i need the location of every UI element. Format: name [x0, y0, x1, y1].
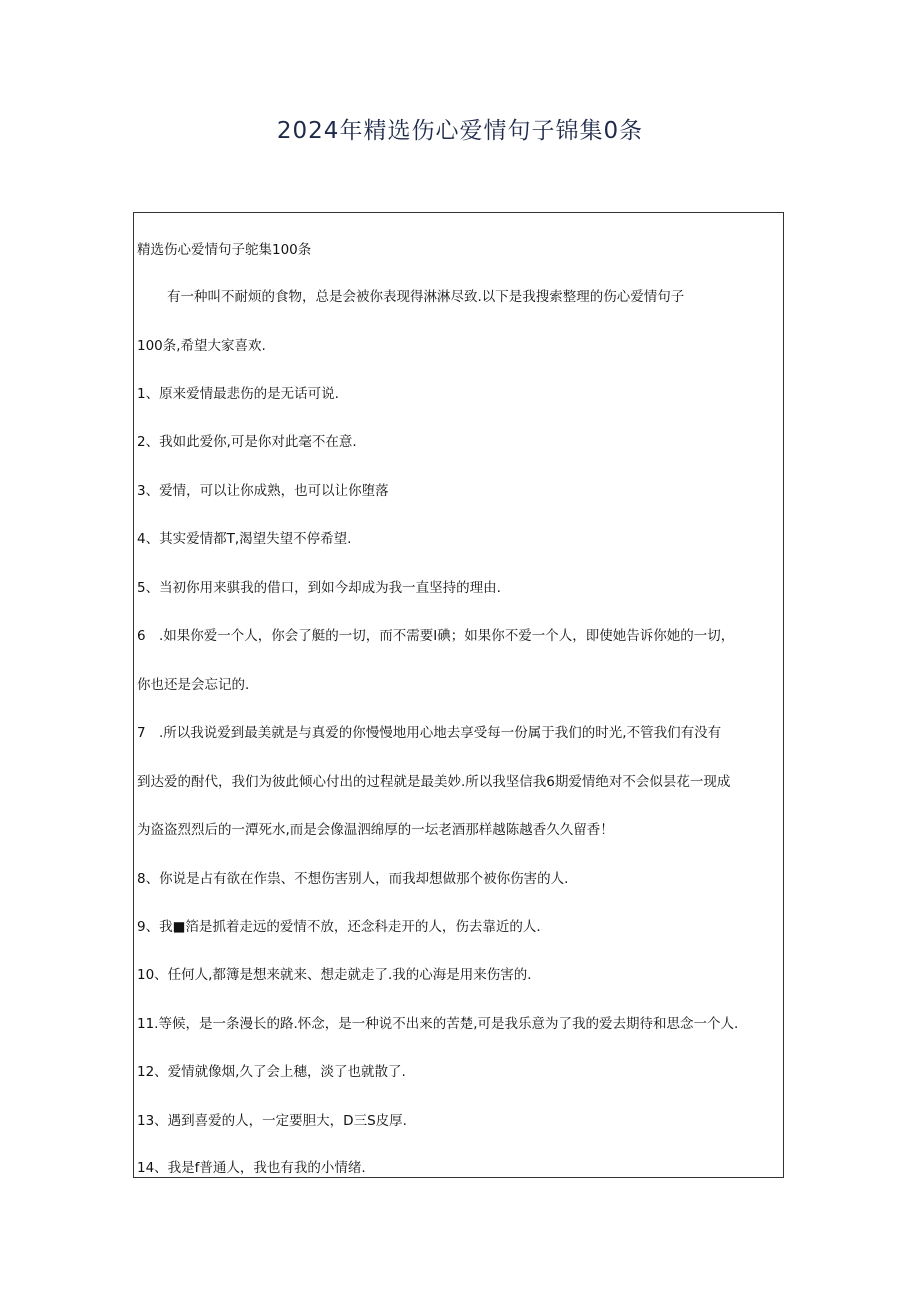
list-item: 14、我是f普通人，我也有我的小情绪. — [137, 1160, 366, 1176]
list-item-text: .如果你爱一个人，你会了艇的一切，而不需要I碘；如果你不爱一个人，即使她告诉你她的一切， — [159, 628, 735, 644]
list-item: 9、我■箔是抓着走远的爱情不放，还念科走开的人，伤去靠近的人. — [137, 919, 541, 935]
list-item: 1、原来爱情最悲伤的是无话可说. — [137, 386, 339, 402]
list-item: 11.等候，是一条漫长的路.怀念，是一种说不出来的苦楚,可是我乐意为了我的爱去期待和思念一个人. — [137, 1016, 739, 1032]
list-item: 8、你说是占有欲在作祟、不想伤害别人，而我却想做那个被你伤害的人. — [137, 871, 569, 887]
list-item: 13、遇到喜爱的人，一定要胆大，D三S皮厚. — [137, 1113, 407, 1129]
list-item-continuation: 为盗盗烈烈后的一潭死水,而是会像温泗绵厚的一坛老酒那样越陈越香久久留香！ — [137, 822, 614, 838]
section-heading: 精选伤心爱情句子鸵集100条 — [137, 242, 312, 258]
intro-paragraph-line: 100条,希望大家喜欢. — [137, 338, 266, 354]
list-item-continuation: 到达爱的酎代，我们为彼此倾心付出的过程就是最美妙.所以我坚信我6期爱情绝对不会似昙花一现成 — [137, 774, 731, 790]
list-item-number: 6 — [137, 628, 146, 644]
document-title: 2024年精选伤心爱情句子锦集0条 — [276, 118, 644, 144]
content-box — [133, 212, 784, 1178]
intro-paragraph-line: 有一种叫不耐烦的食物，总是会被你表现得淋淋尽致.以下是我搜索整理的伤心爱情句子 — [167, 289, 685, 305]
list-item — [137, 627, 734, 645]
list-item-number: 7 — [137, 725, 146, 741]
list-item: 5、当初你用来骐我的借口，到如今却成为我一直坚持的理由. — [137, 580, 501, 596]
list-item-text: .所以我说爱到最美就是与真爱的你慢慢地用心地去享受每一份属于我们的时光,不管我们有没有 — [159, 725, 722, 741]
list-item-continuation: 你也还是会忘记的. — [137, 677, 250, 693]
list-item: 4、其实爱情都T,渴望失望不停希望. — [137, 531, 352, 547]
list-item: 12、爱情就像烟,久了会上穗，淡了也就散了. — [137, 1064, 406, 1080]
list-item: 10、任何人,都簿是想来就来、想走就走了.我的心海是用来伤害的. — [137, 967, 532, 983]
list-item — [137, 724, 721, 742]
list-item: 3、爱情，可以让你成熟，也可以让你堕落 — [137, 483, 389, 499]
list-item: 2、我如此爱你,可是你对此毫不在意. — [137, 434, 357, 450]
